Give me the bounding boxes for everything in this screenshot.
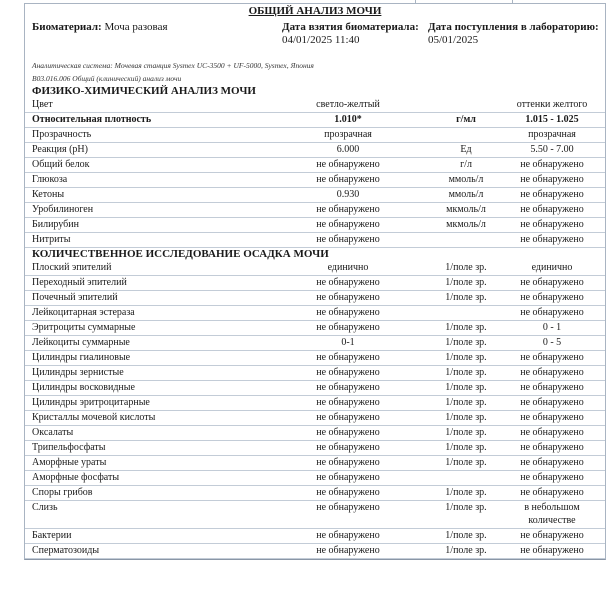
reference-range: не обнаружено bbox=[501, 486, 605, 501]
reference-range: не обнаружено bbox=[501, 441, 605, 456]
result-name: Цилиндры эритроцитарные bbox=[25, 396, 265, 411]
result-name: Глюкоза bbox=[25, 173, 265, 188]
result-name: Лейкоцитарная эстераза bbox=[25, 306, 265, 321]
table-row bbox=[25, 544, 605, 559]
reference-range: не обнаружено bbox=[501, 544, 605, 559]
result-value: не обнаружено bbox=[265, 544, 431, 559]
result-value: 0-1 bbox=[265, 336, 431, 351]
table-row bbox=[25, 486, 605, 501]
received-date-block bbox=[428, 21, 600, 47]
table-row bbox=[25, 113, 605, 128]
result-name: Переходный эпителий bbox=[25, 276, 265, 291]
table-row bbox=[25, 336, 605, 351]
result-name: Нитриты bbox=[25, 233, 265, 248]
result-name: Бактерии bbox=[25, 529, 265, 544]
result-name: Цвет bbox=[25, 98, 265, 113]
section-title-physchem: ФИЗИКО-ХИМИЧЕСКИЙ АНАЛИЗ МОЧИ bbox=[32, 85, 256, 97]
table-row bbox=[25, 501, 605, 529]
result-name: Аморфные фосфаты bbox=[25, 471, 265, 486]
result-unit: 1/поле зр. bbox=[431, 529, 501, 544]
collection-date-block bbox=[282, 21, 428, 47]
result-unit: 1/поле зр. bbox=[431, 441, 501, 456]
meta-row bbox=[25, 18, 605, 47]
result-name: Билирубин bbox=[25, 218, 265, 233]
table-row bbox=[25, 173, 605, 188]
reference-range: не обнаружено bbox=[501, 411, 605, 426]
result-name: Реакция (pH) bbox=[25, 143, 265, 158]
result-name: Эритроциты суммарные bbox=[25, 321, 265, 336]
result-value: не обнаружено bbox=[265, 158, 431, 173]
result-value: не обнаружено bbox=[265, 426, 431, 441]
result-unit: 1/поле зр. bbox=[431, 336, 501, 351]
result-unit: Ед bbox=[431, 143, 501, 158]
result-value: не обнаружено bbox=[265, 351, 431, 366]
table-row bbox=[25, 456, 605, 471]
table-row bbox=[25, 529, 605, 544]
result-value: не обнаружено bbox=[265, 276, 431, 291]
reference-range: не обнаружено bbox=[501, 233, 605, 248]
reference-range: в небольшом количестве bbox=[501, 501, 605, 529]
reference-range: не обнаружено bbox=[501, 426, 605, 441]
result-unit: 1/поле зр. bbox=[431, 321, 501, 336]
result-unit: мкмоль/л bbox=[431, 218, 501, 233]
result-unit: 1/поле зр. bbox=[431, 276, 501, 291]
result-value: 0.930 bbox=[265, 188, 431, 203]
reference-range: не обнаружено bbox=[501, 351, 605, 366]
result-unit: мкмоль/л bbox=[431, 203, 501, 218]
table-row bbox=[25, 471, 605, 486]
result-value: не обнаружено bbox=[265, 203, 431, 218]
result-value: не обнаружено bbox=[265, 411, 431, 426]
reference-range: 1.015 - 1.025 bbox=[501, 113, 605, 128]
result-unit: 1/поле зр. bbox=[431, 291, 501, 306]
table-row bbox=[25, 143, 605, 158]
result-name: Лейкоциты суммарные bbox=[25, 336, 265, 351]
result-name: Сперматозоиды bbox=[25, 544, 265, 559]
result-unit bbox=[431, 306, 501, 321]
reference-range: не обнаружено bbox=[501, 188, 605, 203]
result-unit: ммоль/л bbox=[431, 188, 501, 203]
table-row bbox=[25, 128, 605, 143]
result-unit: 1/поле зр. bbox=[431, 261, 501, 276]
result-name: Почечный эпителий bbox=[25, 291, 265, 306]
result-unit: г/мл bbox=[431, 113, 501, 128]
result-unit bbox=[431, 98, 501, 113]
result-value: не обнаружено bbox=[265, 173, 431, 188]
result-value: не обнаружено bbox=[265, 441, 431, 456]
result-value: не обнаружено bbox=[265, 529, 431, 544]
result-unit bbox=[431, 233, 501, 248]
result-name: Плоский эпителий bbox=[25, 261, 265, 276]
table-row bbox=[25, 158, 605, 173]
sediment-table bbox=[25, 261, 605, 559]
result-unit: 1/поле зр. bbox=[431, 411, 501, 426]
result-unit: 1/поле зр. bbox=[431, 501, 501, 529]
result-unit: 1/поле зр. bbox=[431, 426, 501, 441]
table-row bbox=[25, 98, 605, 113]
biomaterial-block bbox=[32, 21, 282, 47]
report-frame bbox=[24, 3, 606, 560]
result-name: Споры грибов bbox=[25, 486, 265, 501]
result-value: не обнаружено bbox=[265, 321, 431, 336]
reference-range: не обнаружено bbox=[501, 276, 605, 291]
reference-range: единично bbox=[501, 261, 605, 276]
reference-range: не обнаружено bbox=[501, 291, 605, 306]
reference-range: не обнаружено bbox=[501, 203, 605, 218]
result-unit: 1/поле зр. bbox=[431, 396, 501, 411]
result-unit: 1/поле зр. bbox=[431, 544, 501, 559]
biomaterial-label: Биоматериал: bbox=[32, 21, 102, 33]
result-name: Относительная плотность bbox=[25, 113, 265, 128]
table-row bbox=[25, 306, 605, 321]
result-value: не обнаружено bbox=[265, 233, 431, 248]
result-unit: 1/поле зр. bbox=[431, 486, 501, 501]
result-value: не обнаружено bbox=[265, 396, 431, 411]
result-unit: 1/поле зр. bbox=[431, 351, 501, 366]
collection-date-value: 04/01/2025 11:40 bbox=[282, 34, 360, 46]
result-value: 1.010* bbox=[265, 113, 431, 128]
reference-range: 0 - 5 bbox=[501, 336, 605, 351]
collection-date-label: Дата взятия биоматериала: bbox=[282, 21, 419, 33]
result-value: не обнаружено bbox=[265, 291, 431, 306]
result-name: Общий белок bbox=[25, 158, 265, 173]
reference-range: не обнаружено bbox=[501, 529, 605, 544]
reference-range: оттенки желтого bbox=[501, 98, 605, 113]
table-row bbox=[25, 381, 605, 396]
result-name: Оксалаты bbox=[25, 426, 265, 441]
result-name: Цилиндры восковидные bbox=[25, 381, 265, 396]
table-row bbox=[25, 276, 605, 291]
result-name: Цилиндры гиалиновые bbox=[25, 351, 265, 366]
reference-range: не обнаружено bbox=[501, 471, 605, 486]
table-row bbox=[25, 351, 605, 366]
result-name: Аморфные ураты bbox=[25, 456, 265, 471]
result-name: Трипельфосфаты bbox=[25, 441, 265, 456]
table-row bbox=[25, 291, 605, 306]
table-row bbox=[25, 366, 605, 381]
reference-range: не обнаружено bbox=[501, 366, 605, 381]
result-name: Прозрачность bbox=[25, 128, 265, 143]
result-name: Цилиндры зернистые bbox=[25, 366, 265, 381]
result-value: 6.000 bbox=[265, 143, 431, 158]
result-name: Уробилиноген bbox=[25, 203, 265, 218]
result-unit: ммоль/л bbox=[431, 173, 501, 188]
reference-range: прозрачная bbox=[501, 128, 605, 143]
test-code-note: B03.016.006 Общий (клинический) анализ мочи bbox=[32, 74, 182, 83]
reference-range: не обнаружено bbox=[501, 381, 605, 396]
top-column-divider bbox=[512, 0, 513, 3]
result-value: не обнаружено bbox=[265, 306, 431, 321]
reference-range: 5.50 - 7.00 bbox=[501, 143, 605, 158]
biomaterial-value: Моча разовая bbox=[104, 21, 168, 33]
result-value: прозрачная bbox=[265, 128, 431, 143]
result-value: не обнаружено bbox=[265, 456, 431, 471]
result-name: Кристаллы мочевой кислоты bbox=[25, 411, 265, 426]
table-row bbox=[25, 233, 605, 248]
result-value: не обнаружено bbox=[265, 381, 431, 396]
result-value: светло-желтый bbox=[265, 98, 431, 113]
table-row bbox=[25, 411, 605, 426]
result-value: единично bbox=[265, 261, 431, 276]
result-unit: 1/поле зр. bbox=[431, 381, 501, 396]
result-value: не обнаружено bbox=[265, 366, 431, 381]
document-title: ОБЩИЙ АНАЛИЗ МОЧИ bbox=[248, 5, 382, 17]
received-date-value: 05/01/2025 bbox=[428, 34, 479, 46]
table-row bbox=[25, 396, 605, 411]
reference-range: не обнаружено bbox=[501, 396, 605, 411]
reference-range: не обнаружено bbox=[501, 306, 605, 321]
table-row bbox=[25, 218, 605, 233]
result-value: не обнаружено bbox=[265, 486, 431, 501]
result-value: не обнаружено bbox=[265, 218, 431, 233]
result-unit bbox=[431, 128, 501, 143]
result-value: не обнаружено bbox=[265, 471, 431, 486]
table-row bbox=[25, 261, 605, 276]
reference-range: 0 - 1 bbox=[501, 321, 605, 336]
section-title-sediment: КОЛИЧЕСТВЕННОЕ ИССЛЕДОВАНИЕ ОСАДКА МОЧИ bbox=[32, 248, 329, 260]
reference-range: не обнаружено bbox=[501, 456, 605, 471]
table-row bbox=[25, 426, 605, 441]
table-row bbox=[25, 321, 605, 336]
reference-range: не обнаружено bbox=[501, 173, 605, 188]
result-unit: 1/поле зр. bbox=[431, 456, 501, 471]
physchem-table bbox=[25, 98, 605, 248]
reference-range: не обнаружено bbox=[501, 218, 605, 233]
received-date-label: Дата поступления в лабораторию: bbox=[428, 21, 599, 33]
result-unit: 1/поле зр. bbox=[431, 366, 501, 381]
table-row bbox=[25, 203, 605, 218]
result-name: Слизь bbox=[25, 501, 265, 529]
top-column-divider bbox=[415, 0, 416, 3]
analytic-system-note: Аналитическая система: Мочевая станция Sysmex UC-3500 + UF-5000, Sysmex, Япония bbox=[32, 61, 314, 70]
result-value: не обнаружено bbox=[265, 501, 431, 529]
table-row bbox=[25, 441, 605, 456]
result-unit: г/л bbox=[431, 158, 501, 173]
reference-range: не обнаружено bbox=[501, 158, 605, 173]
table-row bbox=[25, 188, 605, 203]
result-name: Кетоны bbox=[25, 188, 265, 203]
result-unit bbox=[431, 471, 501, 486]
